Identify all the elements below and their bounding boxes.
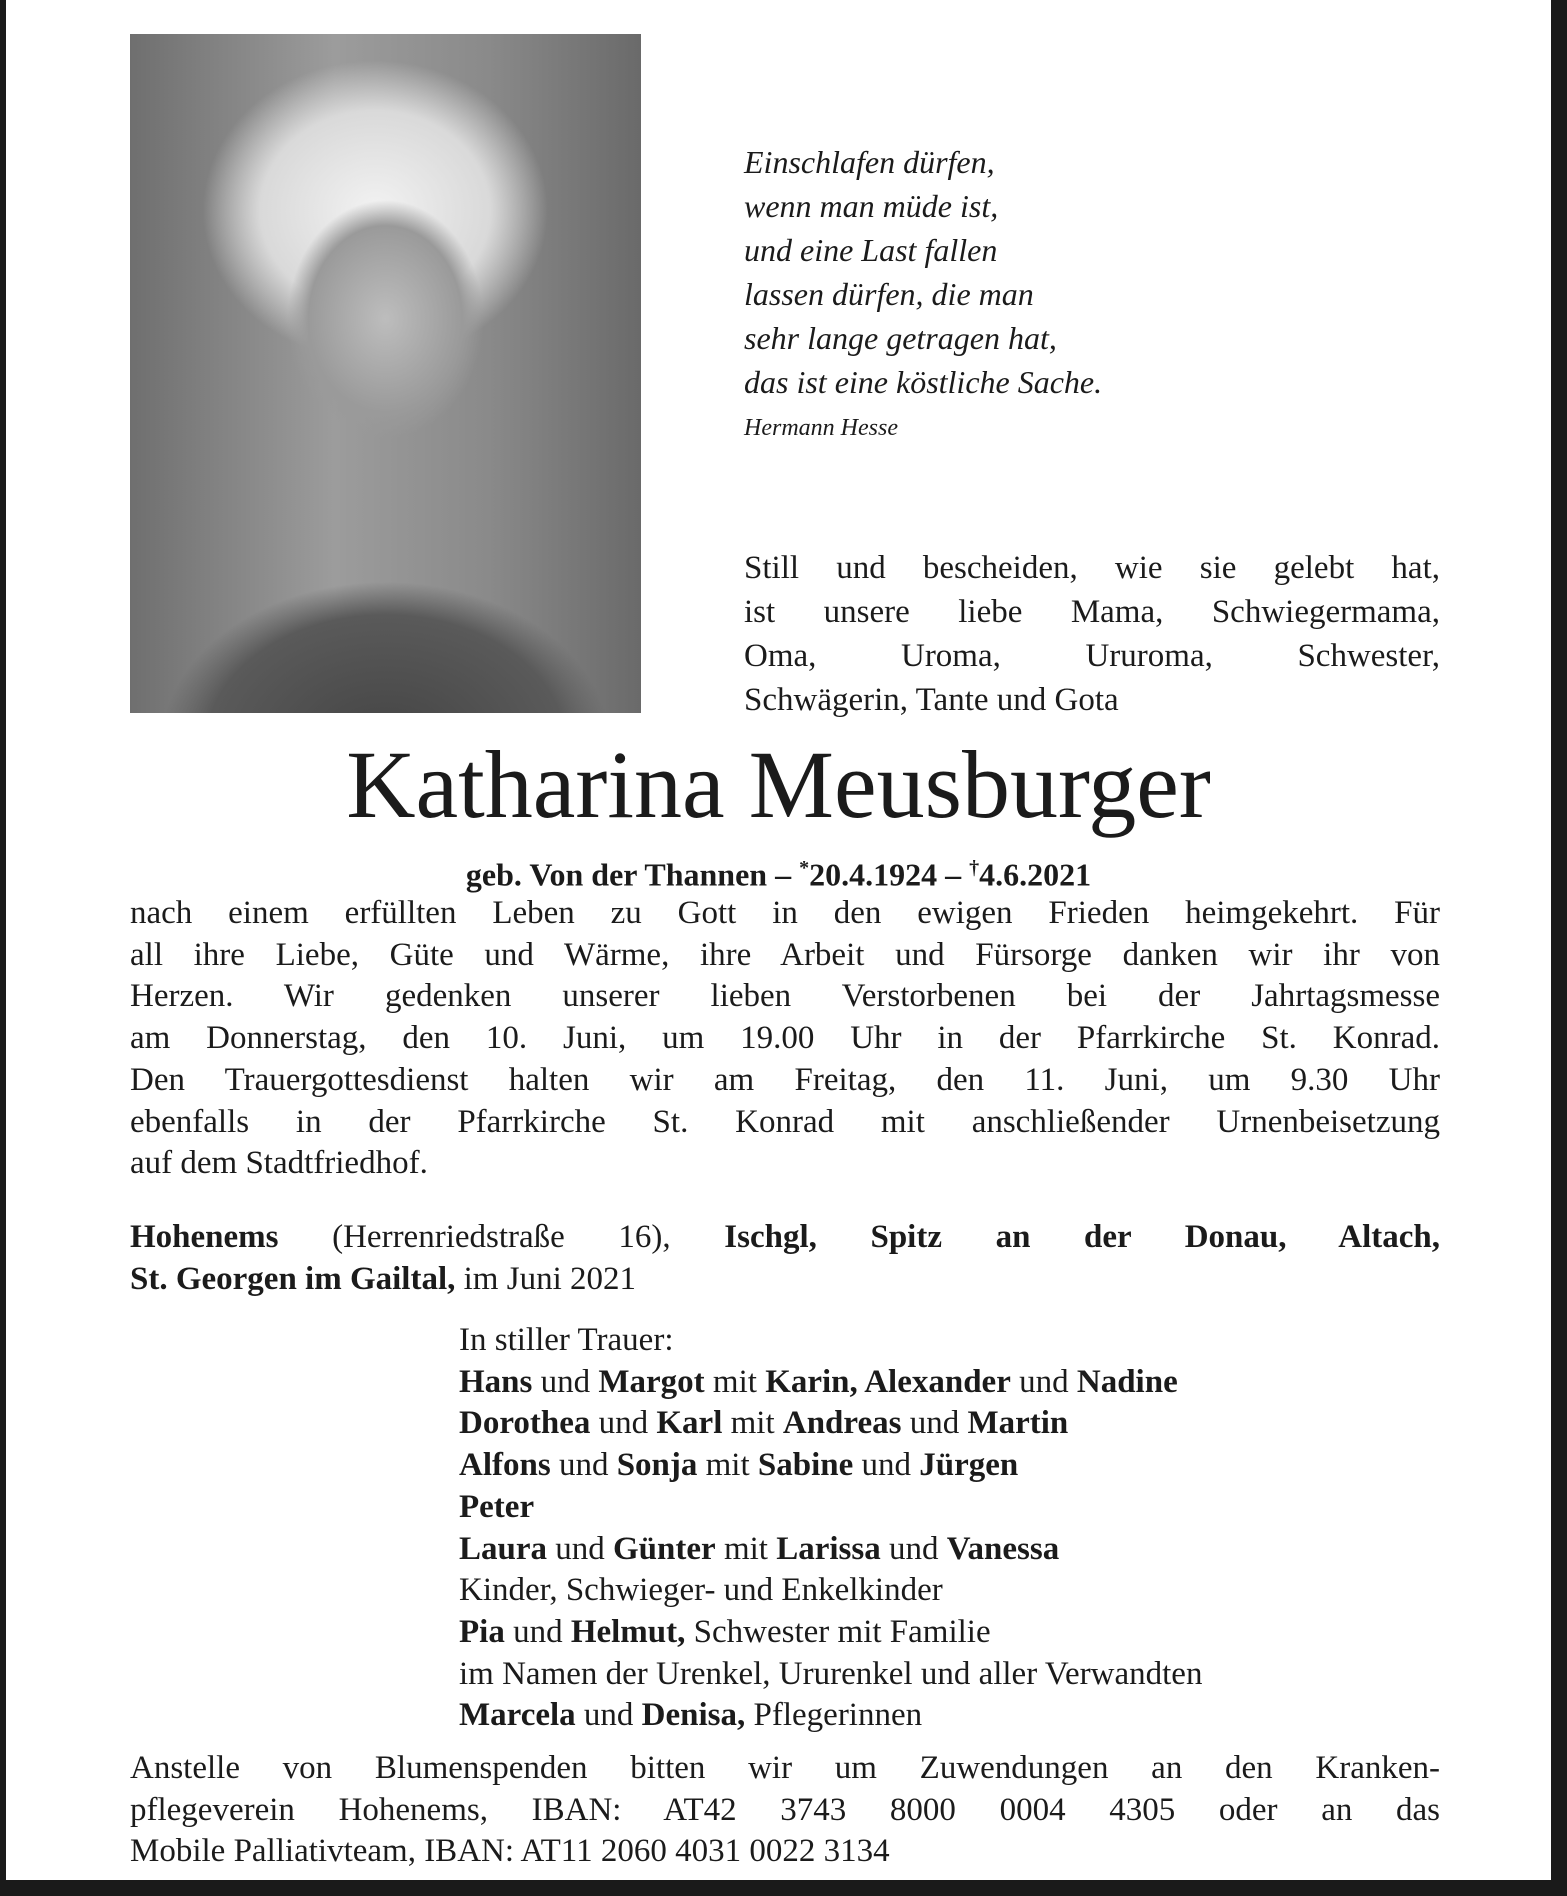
mourner-line — [459, 1612, 1202, 1654]
name: Martin — [967, 1405, 1069, 1442]
name: Marcela — [459, 1697, 576, 1734]
name: Pia — [459, 1613, 505, 1650]
donation-text — [130, 1748, 1440, 1873]
name: Helmut, — [570, 1613, 686, 1650]
mourner-line: Kinder, Schwieger- und Enkelkinder — [459, 1572, 943, 1609]
conj: und — [555, 1530, 605, 1567]
quote-line: wenn man müde ist, — [744, 188, 999, 224]
hesse-quote — [744, 140, 1102, 448]
portrait-photo — [130, 34, 641, 713]
name: Karin, Alexander — [765, 1363, 1011, 1400]
conj: mit — [705, 1447, 750, 1484]
quote-line: und eine Last fallen — [744, 232, 998, 268]
quote-author: Hermann Hesse — [744, 415, 898, 441]
mourner-line — [459, 1445, 1202, 1487]
conj: und — [1019, 1363, 1069, 1400]
deceased-name: Katharina Meusburger — [346, 731, 1211, 838]
name: Vanessa — [946, 1530, 1060, 1567]
intro-text — [744, 546, 1440, 722]
body-line: am Donnerstag, den 10. Juni, um 19.00 Uhr in der Pfarrkirche St. Konrad. — [130, 1020, 1440, 1057]
body-line: Herzen. Wir gedenken unserer lieben Verstorbenen bei der Jahrtagsmesse — [130, 978, 1440, 1015]
body-line: all ihre Liebe, Güte und Wärme, ihre Arbeit und Fürsorge danken wir ihr von — [130, 936, 1440, 973]
name: Laura — [459, 1530, 548, 1567]
conj: mit — [730, 1405, 775, 1442]
mourner-line: im Namen der Urenkel, Ururenkel und aller Verwandten — [459, 1655, 1203, 1692]
name: Dorothea — [459, 1405, 591, 1442]
quote-line: das ist eine köstliche Sache. — [744, 364, 1103, 400]
name: Hans — [459, 1363, 533, 1400]
date: im Juni 2021 — [463, 1260, 636, 1297]
place: Hohenems — [130, 1219, 279, 1255]
mourner-line — [459, 1403, 1202, 1445]
death-symbol: † — [969, 857, 980, 879]
donation-line: Anstelle von Blumenspenden bitten wir um Zuwendungen an den Kranken- — [130, 1750, 1440, 1786]
name: Sabine — [757, 1447, 854, 1484]
donation-line: Mobile Palliativteam, IBAN: AT11 2060 4031 0022 3134 — [130, 1833, 890, 1870]
conj: mit — [723, 1530, 768, 1567]
relation: Schwester mit Familie — [693, 1613, 991, 1650]
name: Andreas — [782, 1405, 902, 1442]
death-date: 4.6.2021 — [979, 856, 1092, 893]
conj: mit — [712, 1363, 757, 1400]
body-line: ebenfalls in der Pfarrkirche St. Konrad mit anschließender Urnenbeisetzung — [130, 1103, 1440, 1140]
mourner-line — [459, 1529, 1202, 1571]
conj: und — [540, 1363, 591, 1400]
name: Nadine — [1076, 1363, 1178, 1400]
name: Karl — [656, 1405, 723, 1442]
body-line: nach einem erfüllten Leben zu Gott in den ewigen Frieden heimgekehrt. Für — [130, 895, 1440, 931]
place: Ischgl, Spitz an der Donau, Altach, — [724, 1219, 1441, 1255]
relation: Pflegerinnen — [753, 1697, 923, 1734]
intro-line: Schwägerin, Tante und Gota — [744, 682, 1119, 718]
separator: – — [775, 856, 792, 893]
intro-line: Oma, Uroma, Ururoma, Schwester, — [744, 638, 1440, 674]
quote-line: Einschlafen dürfen, — [744, 144, 995, 180]
body-line: Den Trauergottesdienst halten wir am Freitag, den 11. Juni, um 9.30 Uhr — [130, 1061, 1440, 1098]
name: Alfons — [459, 1447, 551, 1484]
maiden-name: geb. Von der Thannen — [465, 856, 768, 893]
birth-death-line — [6, 846, 1551, 897]
quote-line: sehr lange getragen hat, — [744, 320, 1057, 356]
conj: und — [888, 1530, 939, 1567]
conj: und — [861, 1447, 912, 1484]
mourners-heading: In stiller Trauer: — [459, 1322, 674, 1358]
name: Günter — [613, 1530, 716, 1567]
birth-symbol: * — [799, 857, 810, 879]
name: Denisa, — [641, 1697, 746, 1734]
places-line — [130, 1217, 1440, 1300]
name: Larissa — [776, 1530, 881, 1567]
name: Sonja — [616, 1447, 698, 1484]
mourner-line — [459, 1487, 1202, 1529]
conj: und — [909, 1405, 960, 1442]
body-line: auf dem Stadtfriedhof. — [130, 1145, 428, 1182]
name: Margot — [598, 1363, 705, 1400]
name: Peter — [459, 1488, 535, 1525]
intro-line: Still und bescheiden, wie sie gelebt hat, — [744, 550, 1440, 586]
mourners-list — [459, 1320, 1202, 1737]
obituary-page — [6, 0, 1551, 1880]
intro-line: ist unsere liebe Mama, Schwiegermama, — [744, 594, 1440, 630]
mourner-line — [459, 1362, 1202, 1404]
birth-date: 20.4.1924 — [809, 856, 938, 893]
conj: und — [598, 1405, 649, 1442]
donation-line: pflegeverein Hohenems, IBAN: AT42 3743 8000 0004 4305 oder an das — [130, 1791, 1440, 1828]
name: Jürgen — [919, 1447, 1019, 1484]
mourner-line — [459, 1695, 1202, 1737]
conj: und — [583, 1697, 634, 1734]
body-text — [130, 893, 1440, 1185]
address: (Herrenriedstraße 16), — [332, 1219, 671, 1255]
conj: und — [558, 1447, 609, 1484]
place: St. Georgen im Gailtal, — [130, 1260, 456, 1297]
separator: – — [945, 856, 962, 893]
quote-line: lassen dürfen, die man — [744, 276, 1034, 312]
conj: und — [513, 1613, 563, 1650]
